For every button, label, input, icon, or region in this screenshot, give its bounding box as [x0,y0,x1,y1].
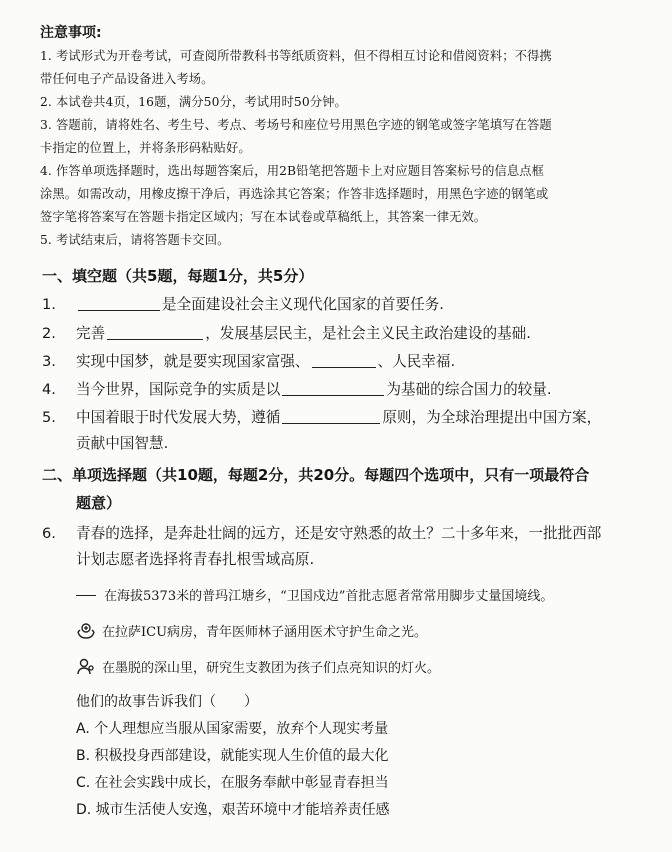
question-text: 完善 [76,325,106,342]
question-1 [42,293,444,314]
question-5 [42,406,601,427]
option-a[interactable]: A. 个人理想应当服从国家需要，放弃个人现实考量 [76,721,389,737]
story-icu-doctor [76,621,427,641]
question-number: 6. [42,525,56,542]
question-number: 4. [42,381,56,398]
question-text: 原则，为全球治理提出中国方案， [382,409,602,426]
question-text: 为基础的综合国力的较量. [386,381,552,398]
question-stem: 青春的选择，是奔赴壮阔的远方，还是安守熟悉的故土？二十多年来，一批批西部 [76,525,602,542]
question-6 [42,522,601,543]
question-number: 2. [42,325,56,342]
question-number: 3. [42,353,56,370]
question-text: 、人民幸福. [377,353,456,370]
answer-blank[interactable] [282,409,380,424]
notice-line: 带任何电子产品设备进入考场。 [40,72,214,86]
hands-heart-icon [76,621,96,641]
story-mountain-teaching [76,657,440,677]
section2-header: 二、单项选择题（共10题，每题2分，共20分。每题四个选项中，只有一项最符合 [42,466,590,484]
question-text: 是全面建设社会主义现代化国家的首要任务. [162,296,444,313]
notice-line: 1. 考试形式为开卷考试，可查阅所带教科书等纸质资料，但不得相互讨论和借阅资料；不得携 [40,49,552,63]
answer-blank[interactable] [312,353,376,368]
question-number: 1. [42,296,56,313]
question-number: 5. [42,409,56,426]
option-d[interactable]: D. 城市生活使人安逸，艰苦环境中才能培养责任感 [76,802,390,818]
question-text: 当今世界，国际竞争的实质是以 [76,381,281,398]
story-text: 在海拔5373米的普玛江塘乡，“卫国戍边”首批志愿者常常用脚步丈量国境线。 [104,589,554,604]
story-text: 在拉萨ICU病房，青年医师林子涵用医术守护生命之光。 [102,625,428,640]
notice-line: 5. 考试结束后，请将答题卡交回。 [40,233,230,247]
question-text: 实现中国梦，就是要实现国家富强、 [76,353,310,370]
option-c[interactable]: C. 在社会实践中成长，在服务奉献中彰显青春担当 [76,775,389,791]
notice-line: 4. 作答单项选择题时，选出每题答案后，用2B铅笔把答题卡上对应题目答案标号的信息点框 [40,164,545,178]
notice-line: 签字笔将答案写在答题卡指定区域内；写在本试卷或草稿纸上，其答案一律无效。 [40,210,487,224]
answer-blank[interactable] [78,296,160,311]
question-4 [42,378,552,399]
story-text: 在墨脱的深山里，研究生支教团为孩子们点亮知识的灯火。 [102,661,441,676]
story-border-patrol [76,585,553,604]
question-2 [42,322,531,343]
question-5-continued: 贡献中国智慧. [76,435,169,452]
question-6-stem-continued: 计划志愿者选择将青春扎根雪域高原. [76,551,315,568]
question-text: 中国着眼于时代发展大势，遵循 [76,409,281,426]
notice-title: 注意事项: [40,25,102,41]
answer-blank[interactable] [282,381,384,396]
notice-line: 涂黑。如需改动，用橡皮擦干净后，再选涂其它答案；作答非选择题时，用黑色字迹的钢笔或 [40,187,549,201]
teacher-student-icon [76,657,96,677]
notice-line: 3. 答题前，请将姓名、考生号、考点、考场号和座位号用黑色字迹的钢笔或签字笔填写在答题 [40,118,552,132]
answer-blank[interactable] [107,325,203,340]
section2-header-continued: 题意） [76,494,122,512]
question-6-prompt: 他们的故事告诉我们（ ） [76,694,258,710]
notice-line: 卡指定的位置上，并将条形码粘贴好。 [40,141,251,155]
question-3 [42,350,455,371]
question-text: ，发展基层民主，是社会主义民主政治建设的基础. [205,325,531,342]
dash-icon [76,595,96,596]
option-b[interactable]: B. 积极投身西部建设，就能实现人生价值的最大化 [76,748,389,764]
section1-header: 一、填空题（共5题，每题1分，共5分） [42,267,314,285]
notice-line: 2. 本试卷共4页，16题，满分50分，考试用时50分钟。 [40,95,347,109]
